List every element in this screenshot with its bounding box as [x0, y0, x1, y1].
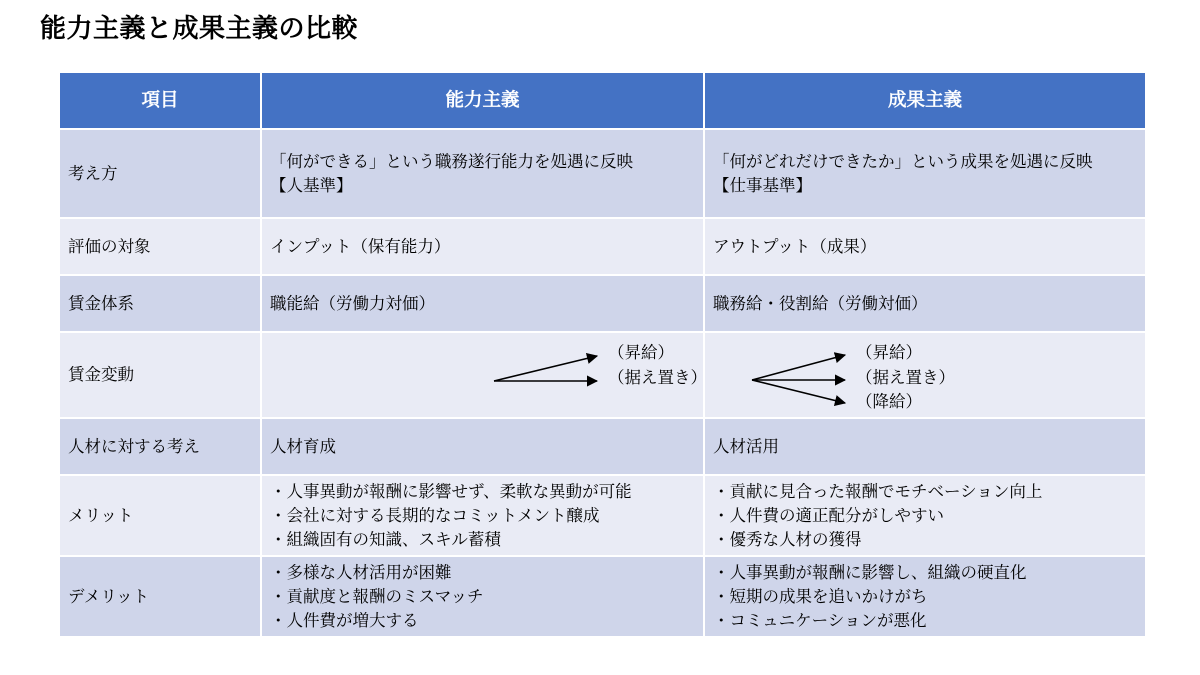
- ability-cell: [261, 475, 704, 556]
- bullet-item: ・人事異動が報酬に影響し、組織の硬直化: [713, 562, 1027, 582]
- row-label: 賃金変動: [59, 332, 261, 418]
- cell-line: 「何がどれだけできたか」という成果を処遇に反映: [713, 151, 1093, 171]
- ability-cell: [261, 129, 704, 218]
- header-results: 成果主義: [704, 72, 1146, 129]
- row-label: 考え方: [59, 129, 261, 218]
- row-evaluation: [59, 218, 1146, 275]
- ability-cell: [261, 332, 707, 418]
- row-wage-system: [59, 275, 1146, 332]
- arrow-label-hold: （据え置き）: [608, 368, 707, 387]
- cell-line: 「何ができる」という職務遂行能力を処遇に反映: [270, 151, 633, 171]
- header-row: [59, 72, 1146, 129]
- bullet-item: ・人事異動が報酬に影響せず、柔軟な異動が可能: [270, 481, 632, 501]
- bullet-item: ・人件費の適正配分がしやすい: [713, 505, 944, 525]
- row-label: メリット: [59, 475, 261, 556]
- arrow-label-raise: （昇給）: [856, 343, 922, 362]
- bullet-item: ・コミュニケーションが悪化: [713, 610, 927, 630]
- results-cell: [704, 129, 1146, 218]
- results-cell: [704, 475, 1146, 556]
- results-cell: [704, 332, 1146, 418]
- bullet-item: ・優秀な人材の獲得: [713, 529, 862, 549]
- arrow-label-raise: （昇給）: [608, 343, 674, 362]
- header-ability: 能力主義: [261, 72, 704, 129]
- arrow-down: [752, 380, 845, 403]
- bullet-item: ・短期の成果を追いかけがち: [713, 586, 928, 606]
- comparison-table: [58, 71, 1147, 638]
- cell-line: 【仕事基準】: [713, 175, 812, 195]
- row-wage-change: [59, 332, 1146, 418]
- page-title: 能力主義と成果主義の比較: [40, 14, 359, 44]
- row-demerit: [59, 556, 1146, 637]
- header-item: 項目: [59, 72, 261, 129]
- row-label: 人材に対する考え: [59, 418, 261, 475]
- bullet-item: ・貢献度と報酬のミスマッチ: [270, 586, 484, 606]
- row-label: 評価の対象: [59, 218, 261, 275]
- results-cell: アウトプット（成果）: [704, 218, 1146, 275]
- row-merit: [59, 475, 1146, 556]
- bullet-item: ・貢献に見合った報酬でモチベーション向上: [713, 481, 1043, 501]
- arrow-up: [494, 356, 597, 381]
- results-cell: [704, 556, 1146, 637]
- row-label: 賃金体系: [59, 275, 261, 332]
- ability-cell: 職能給（労働力対価）: [261, 275, 704, 332]
- bullet-item: ・多様な人材活用が困難: [270, 562, 452, 582]
- ability-cell: インプット（保有能力）: [261, 218, 704, 275]
- row-people: [59, 418, 1146, 475]
- results-cell: 職務給・役割給（労働対価）: [704, 275, 1146, 332]
- cell-line: 【人基準】: [270, 175, 353, 195]
- ability-cell: 人材育成: [261, 418, 704, 475]
- arrow-label-hold: （据え置き）: [856, 368, 955, 387]
- row-label: デメリット: [59, 556, 261, 637]
- ability-cell: [261, 556, 704, 637]
- bullet-item: ・人件費が増大する: [270, 610, 419, 630]
- bullet-item: ・会社に対する長期的なコミットメント醸成: [270, 505, 600, 525]
- arrow-label-cut: （降給）: [856, 392, 922, 411]
- bullet-item: ・組織固有の知識、スキル蓄積: [270, 529, 501, 549]
- results-cell: 人材活用: [704, 418, 1146, 475]
- arrow-up: [752, 355, 845, 380]
- row-thinking: [59, 129, 1146, 218]
